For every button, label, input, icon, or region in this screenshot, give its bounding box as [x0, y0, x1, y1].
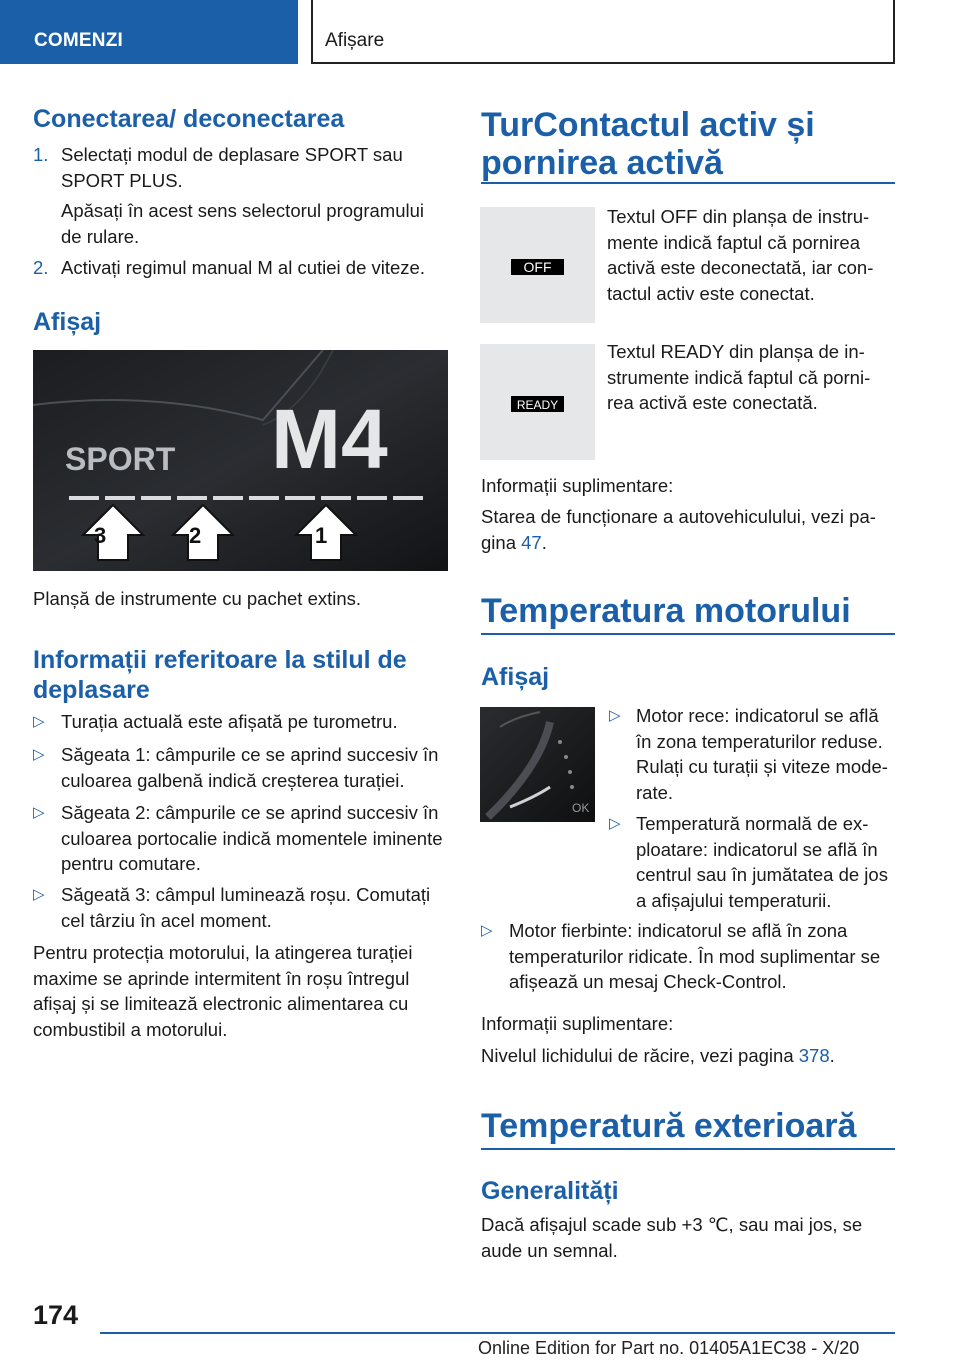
bullet-text: Săgeata 2: câmpurile ce se aprind succesiv în culoarea portocalie indică momentele iminente pentru comutare. — [61, 802, 443, 874]
off-description: Textul OFF din planșa de instrumente indică faptul că pornirea activă este deconectată, iar contactul activ este conectat. — [607, 206, 874, 304]
gauge-ok-label: OK — [572, 801, 590, 815]
heading-driving-style: Informații referitoare la stilul de deplasare — [33, 646, 407, 704]
chapter-title: Afișare — [311, 0, 895, 64]
bullet-text: Motor rece: indicatorul se află în zona temperaturilor reduse. Rulați cu turații și viteze moderate. — [636, 705, 888, 803]
info-label: Informații suplimentare: — [481, 1013, 674, 1034]
status-text: Starea de funcționare a autovehiculului, vezi pagina — [481, 506, 876, 553]
coolant-text: Nivelul lichidului de răcire, vezi pagina — [481, 1045, 794, 1066]
arrow-label-2: 2 — [189, 523, 202, 548]
coolant-page-link[interactable]: 378 — [798, 1045, 830, 1066]
general-text: Dacă afișajul scade sub +3 ℃, sau mai jos, se aude un semnal. — [481, 1214, 863, 1261]
heading-engine-temp: Temperatura motorului — [481, 592, 851, 630]
heading-display: Afișaj — [33, 308, 102, 336]
arrow-label-1: 1 — [315, 523, 328, 548]
section-tab: COMENZI — [0, 0, 298, 64]
step-number: 1. — [33, 144, 49, 165]
heading-active-contact: TurContactul activ și pornirea activă — [481, 106, 815, 182]
step-text: Selectați modul de deplasare SPORT sau SPORT PLUS. — [61, 144, 403, 191]
page-number: 174 — [33, 1300, 79, 1330]
gauge-graphic — [480, 707, 595, 822]
sport-label: SPORT — [65, 441, 176, 477]
heading-general: Generalități — [481, 1177, 619, 1205]
engine-protection-text: Pentru protecția motorului, la atingerea turației maxime se aprinde intermitent în roșu întregul afișaj și se limitează electronic alimentarea cu combustibil a motorului. — [33, 942, 413, 1040]
step-text: Activați regimul manual M al cutiei de viteze. — [61, 257, 425, 278]
bullet-text: Săgeata 1: câmpurile ce se aprind succesiv în culoarea galbenă indică creșterea turației. — [61, 744, 439, 791]
arrow-label-3: 3 — [94, 523, 107, 548]
status-reference: Starea de funcționare a autovehiculului, vezi pagina 47. — [481, 506, 876, 553]
ready-graphic — [480, 344, 595, 460]
edition-text: Online Edition for Part no. 01405A1EC38 - X/20 — [478, 1338, 860, 1358]
bullet-icon: ▷ — [481, 922, 493, 939]
bullet-icon: ▷ — [33, 804, 45, 821]
off-indicator-image — [480, 207, 595, 323]
ready-description: Textul READY din planșa de instrumente indică faptul că pornirea activă este conectată. — [607, 341, 871, 413]
bullet-icon: ▷ — [609, 815, 621, 832]
ready-indicator-image — [480, 344, 595, 460]
bullet-icon: ▷ — [33, 886, 45, 903]
off-graphic — [480, 207, 595, 323]
cluster-graphic — [33, 350, 448, 571]
step-number: 2. — [33, 257, 49, 278]
heading-connect: Conectarea/ deconectarea — [33, 105, 345, 133]
temperature-gauge-image — [480, 707, 595, 822]
coolant-reference: Nivelul lichidului de răcire, vezi pagina 378. — [481, 1045, 835, 1066]
bullet-text: Turația actuală este afișată pe turometru. — [61, 711, 398, 732]
bullet-icon: ▷ — [33, 713, 45, 730]
ready-badge: READY — [516, 398, 559, 412]
heading-display-2: Afișaj — [481, 663, 550, 691]
instrument-cluster-image — [33, 350, 448, 571]
image-caption: Planșă de instrumente cu pachet extins. — [33, 588, 362, 609]
step-text: Apăsați în acest sens selectorul programului de rulare. — [61, 200, 424, 247]
status-page-link[interactable]: 47 — [521, 531, 542, 553]
heading-rule — [481, 182, 895, 184]
heading-outside-temp: Temperatură exterioară — [481, 1107, 857, 1145]
info-label: Informații suplimentare: — [481, 475, 674, 496]
gear-label: M4 — [271, 392, 388, 486]
bullet-icon: ▷ — [609, 707, 621, 724]
bullet-icon: ▷ — [33, 746, 45, 763]
bullet-text: Temperatură normală de exploatare: indicatorul se află în centrul sau în jumătatea de jos a afișajului temperaturii. — [636, 813, 888, 911]
bullet-text: Motor fierbinte: indicatorul se află în zona temperaturilor ridicate. În mod suplimentar se afișează un mesaj Check-Control. — [509, 920, 881, 992]
heading-rule — [481, 633, 895, 635]
heading-rule — [481, 1148, 895, 1150]
footer-rule — [100, 1332, 895, 1334]
off-badge: OFF — [523, 259, 552, 275]
bullet-text: Săgeată 3: câmpul luminează roșu. Comutați cel târziu în acel moment. — [61, 884, 431, 931]
